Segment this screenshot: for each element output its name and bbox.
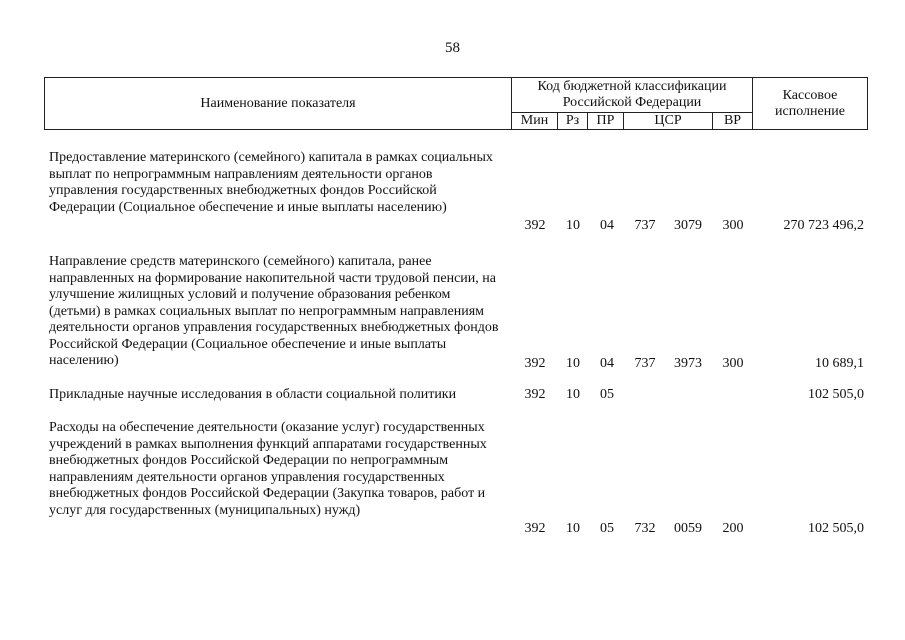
cell-pr: 04 — [600, 218, 614, 233]
cell-rz: 10 — [566, 387, 580, 402]
cell-vr: 300 — [722, 218, 744, 233]
header-name-label: Наименование показателя — [200, 95, 356, 111]
cell-rz: 10 — [566, 218, 580, 233]
cell-min: 392 — [524, 218, 546, 233]
header-code-group — [511, 77, 753, 113]
page-number: 58 — [445, 40, 460, 56]
cell-amount: 270 723 496,2 — [783, 218, 864, 233]
cell-min: 392 — [524, 356, 546, 371]
cell-amount: 102 505,0 — [808, 387, 864, 402]
header-name-col — [44, 77, 512, 130]
cell-amount: 102 505,0 — [808, 521, 864, 536]
row-name: Прикладные научные исследования в области социальной политики — [49, 387, 457, 402]
header-rz: Рз — [557, 112, 588, 130]
cell-csr2: 3079 — [674, 218, 702, 233]
cell-vr: 300 — [722, 356, 744, 371]
header-amount — [752, 77, 868, 130]
cell-pr: 05 — [600, 521, 614, 536]
header-amount-label: Кассовое исполнение — [775, 87, 845, 119]
cell-rz: 10 — [566, 521, 580, 536]
cell-csr2: 0059 — [674, 521, 702, 536]
header-vr: ВР — [712, 112, 753, 130]
cell-amount: 10 689,1 — [815, 356, 864, 371]
cell-csr1: 737 — [634, 356, 656, 371]
row-name: Расходы на обеспечение деятельности (оказание услуг) государственных учреждений в рамках выполнения функций аппаратами государственных внебюджетных фондов Российской Федерации по непрограммным направлениям деятельности органов управления государственных внебюджетных фондов Российской Федерации (Закупка товаров, работ и услуг для государственных (муниципальных) нужд) — [49, 420, 487, 518]
header-code-label: Код бюджетной классификации Российской Федерации — [537, 79, 727, 110]
header-min: Мин — [511, 112, 558, 130]
cell-min: 392 — [524, 387, 546, 402]
cell-min: 392 — [524, 521, 546, 536]
row-name: Направление средств материнского (семейного) капитала, ранее направленных на формирование накопительной части трудовой пенсии, на улучшение жилищных условий и получение образования ребенком (детьми) в рамках социальных выплат по непрограммным направлениям деятельности органов управления государственных внебюджетных фондов Российской Федерации (Социальное обеспечение и иные выплаты населению) — [49, 254, 499, 368]
cell-csr1: 732 — [634, 521, 656, 536]
cell-pr: 05 — [600, 387, 614, 402]
cell-pr: 04 — [600, 356, 614, 371]
cell-csr2: 3973 — [674, 356, 702, 371]
header-csr: ЦСР — [623, 112, 713, 130]
cell-csr1: 737 — [634, 218, 656, 233]
cell-rz: 10 — [566, 356, 580, 371]
row-name: Предоставление материнского (семейного) капитала в рамках социальных выплат по непрограммным направлениям деятельности органов управления государственных внебюджетных фондов Российской Федерации (Социальное обеспечение и иные выплаты населению) — [49, 150, 493, 215]
header-pr: ПР — [587, 112, 624, 130]
cell-vr: 200 — [722, 521, 744, 536]
